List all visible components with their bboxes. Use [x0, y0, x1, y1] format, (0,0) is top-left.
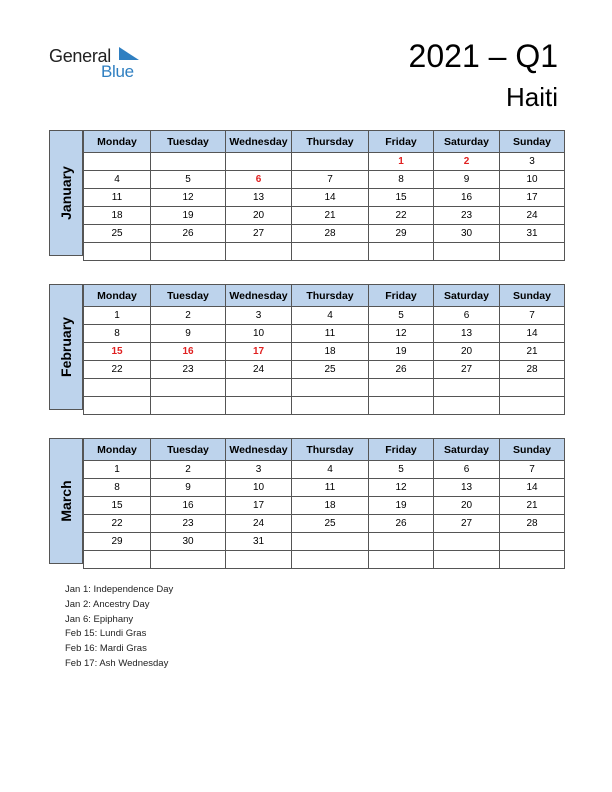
week-row: [84, 479, 565, 497]
day-cell: [226, 379, 292, 397]
day-cell: 27: [226, 225, 292, 243]
weekday-header: Wednesday: [226, 439, 292, 461]
week-row: [84, 307, 565, 325]
day-cell: [292, 551, 369, 569]
day-cell: 25: [292, 361, 369, 379]
day-cell: 1: [369, 153, 434, 171]
day-cell: 13: [434, 325, 500, 343]
day-cell: [500, 379, 565, 397]
day-cell: 22: [84, 361, 151, 379]
day-cell: 5: [151, 171, 226, 189]
weekday-header: Saturday: [434, 439, 500, 461]
day-cell: 22: [369, 207, 434, 225]
day-cell: 24: [226, 361, 292, 379]
day-cell: 15: [84, 497, 151, 515]
weekday-header: Monday: [84, 439, 151, 461]
day-cell: 28: [500, 361, 565, 379]
day-cell: 12: [151, 189, 226, 207]
weekday-header: Monday: [84, 131, 151, 153]
holiday-list-item: Jan 6: Epiphany: [65, 613, 134, 625]
holiday-list-item: Feb 17: Ash Wednesday: [65, 657, 169, 669]
day-cell: 28: [500, 515, 565, 533]
day-cell: 26: [369, 361, 434, 379]
week-row: [84, 343, 565, 361]
day-cell: 10: [226, 479, 292, 497]
day-cell: 18: [292, 497, 369, 515]
day-cell: 12: [369, 479, 434, 497]
day-cell: 23: [151, 361, 226, 379]
week-row: [84, 171, 565, 189]
weekday-header: Saturday: [434, 131, 500, 153]
month-table: [83, 438, 565, 569]
day-cell: [369, 533, 434, 551]
day-cell: [151, 153, 226, 171]
day-cell: [226, 153, 292, 171]
day-cell: [369, 397, 434, 415]
day-cell: 24: [500, 207, 565, 225]
week-row: [84, 397, 565, 415]
day-cell: 2: [151, 307, 226, 325]
weekday-header: Friday: [369, 285, 434, 307]
day-cell: [226, 551, 292, 569]
day-cell: 11: [292, 479, 369, 497]
holiday-list-item: Jan 2: Ancestry Day: [65, 598, 150, 610]
month-block-january: [49, 130, 564, 256]
day-cell: [292, 379, 369, 397]
day-cell: 6: [434, 307, 500, 325]
month-label: February: [58, 317, 74, 377]
day-cell: 20: [226, 207, 292, 225]
day-cell: 16: [151, 343, 226, 361]
weekday-header: Tuesday: [151, 285, 226, 307]
page-title: 2021 – Q1: [408, 38, 558, 74]
weekday-header-row: [84, 285, 565, 307]
week-row: [84, 515, 565, 533]
month-table: [83, 130, 565, 261]
day-cell: 1: [84, 461, 151, 479]
week-row: [84, 207, 565, 225]
day-cell: 15: [84, 343, 151, 361]
day-cell: 8: [369, 171, 434, 189]
week-row: [84, 243, 565, 261]
day-cell: [151, 397, 226, 415]
day-cell: 18: [292, 343, 369, 361]
logo-triangle-icon: [119, 47, 139, 60]
day-cell: 15: [369, 189, 434, 207]
day-cell: 30: [151, 533, 226, 551]
weekday-header: Tuesday: [151, 131, 226, 153]
day-cell: 10: [226, 325, 292, 343]
month-table: [83, 284, 565, 415]
day-cell: 3: [226, 461, 292, 479]
day-cell: 21: [500, 497, 565, 515]
day-cell: 23: [434, 207, 500, 225]
day-cell: [292, 533, 369, 551]
day-cell: [500, 533, 565, 551]
day-cell: 2: [434, 153, 500, 171]
day-cell: 19: [151, 207, 226, 225]
day-cell: 3: [226, 307, 292, 325]
day-cell: 21: [500, 343, 565, 361]
day-cell: 16: [151, 497, 226, 515]
day-cell: [84, 379, 151, 397]
day-cell: [434, 533, 500, 551]
day-cell: [369, 551, 434, 569]
day-cell: 17: [500, 189, 565, 207]
day-cell: 8: [84, 479, 151, 497]
day-cell: 28: [292, 225, 369, 243]
weekday-header: Thursday: [292, 439, 369, 461]
day-cell: 25: [84, 225, 151, 243]
day-cell: [434, 551, 500, 569]
day-cell: 6: [226, 171, 292, 189]
week-row: [84, 497, 565, 515]
day-cell: 20: [434, 497, 500, 515]
day-cell: 9: [151, 479, 226, 497]
week-row: [84, 325, 565, 343]
day-cell: [84, 153, 151, 171]
day-cell: [500, 243, 565, 261]
weekday-header: Sunday: [500, 285, 565, 307]
day-cell: 14: [500, 325, 565, 343]
day-cell: 19: [369, 497, 434, 515]
weekday-header: Tuesday: [151, 439, 226, 461]
day-cell: 26: [151, 225, 226, 243]
logo-general-text: General: [49, 46, 111, 66]
day-cell: 27: [434, 515, 500, 533]
weekday-header-row: [84, 131, 565, 153]
month-label: March: [58, 480, 74, 522]
month-label: January: [58, 166, 74, 220]
day-cell: 29: [84, 533, 151, 551]
weekday-header-row: [84, 439, 565, 461]
day-cell: 25: [292, 515, 369, 533]
week-row: [84, 551, 565, 569]
weekday-header: Saturday: [434, 285, 500, 307]
day-cell: 11: [84, 189, 151, 207]
day-cell: [500, 551, 565, 569]
day-cell: 4: [84, 171, 151, 189]
week-row: [84, 189, 565, 207]
day-cell: 5: [369, 307, 434, 325]
weekday-header: Monday: [84, 285, 151, 307]
day-cell: 4: [292, 461, 369, 479]
day-cell: [434, 397, 500, 415]
day-cell: 11: [292, 325, 369, 343]
day-cell: 14: [292, 189, 369, 207]
day-cell: 21: [292, 207, 369, 225]
day-cell: [151, 243, 226, 261]
week-row: [84, 379, 565, 397]
day-cell: [151, 379, 226, 397]
day-cell: [434, 379, 500, 397]
weekday-header: Friday: [369, 131, 434, 153]
day-cell: 29: [369, 225, 434, 243]
day-cell: 17: [226, 343, 292, 361]
day-cell: 2: [151, 461, 226, 479]
holiday-list: [65, 583, 173, 672]
holiday-list-item: Feb 15: Lundi Gras: [65, 628, 147, 640]
generalblue-logo: [49, 44, 149, 84]
week-row: [84, 361, 565, 379]
weekday-header: Sunday: [500, 131, 565, 153]
day-cell: 13: [226, 189, 292, 207]
day-cell: [84, 243, 151, 261]
day-cell: 17: [226, 497, 292, 515]
day-cell: 16: [434, 189, 500, 207]
logo-blue-text: Blue: [101, 62, 134, 81]
day-cell: 4: [292, 307, 369, 325]
weekday-header: Wednesday: [226, 285, 292, 307]
weekday-header: Friday: [369, 439, 434, 461]
day-cell: [369, 379, 434, 397]
day-cell: [151, 551, 226, 569]
day-cell: [500, 397, 565, 415]
day-cell: 12: [369, 325, 434, 343]
month-label-column: [49, 438, 83, 564]
day-cell: 14: [500, 479, 565, 497]
day-cell: 9: [151, 325, 226, 343]
weekday-header: Sunday: [500, 439, 565, 461]
holiday-list-item: Jan 1: Independence Day: [65, 584, 174, 595]
week-row: [84, 153, 565, 171]
day-cell: [226, 243, 292, 261]
week-row: [84, 533, 565, 551]
day-cell: 27: [434, 361, 500, 379]
day-cell: 8: [84, 325, 151, 343]
month-label-column: [49, 284, 83, 410]
day-cell: 7: [500, 307, 565, 325]
day-cell: 13: [434, 479, 500, 497]
day-cell: [292, 153, 369, 171]
month-block-february: [49, 284, 564, 410]
day-cell: [434, 243, 500, 261]
day-cell: 9: [434, 171, 500, 189]
day-cell: [226, 397, 292, 415]
day-cell: 24: [226, 515, 292, 533]
day-cell: [84, 551, 151, 569]
day-cell: 5: [369, 461, 434, 479]
day-cell: 18: [84, 207, 151, 225]
month-label-column: [49, 130, 83, 256]
day-cell: 20: [434, 343, 500, 361]
day-cell: [369, 243, 434, 261]
weekday-header: Wednesday: [226, 131, 292, 153]
day-cell: 26: [369, 515, 434, 533]
day-cell: 10: [500, 171, 565, 189]
day-cell: 19: [369, 343, 434, 361]
holiday-list-item: Feb 16: Mardi Gras: [65, 643, 147, 655]
weekday-header: Thursday: [292, 131, 369, 153]
country-name: Haiti: [505, 82, 558, 112]
weekday-header: Thursday: [292, 285, 369, 307]
day-cell: 3: [500, 153, 565, 171]
day-cell: 23: [151, 515, 226, 533]
day-cell: 31: [500, 225, 565, 243]
month-block-march: [49, 438, 564, 564]
day-cell: [84, 397, 151, 415]
day-cell: 1: [84, 307, 151, 325]
day-cell: 31: [226, 533, 292, 551]
week-row: [84, 461, 565, 479]
day-cell: 6: [434, 461, 500, 479]
day-cell: 7: [292, 171, 369, 189]
day-cell: [292, 243, 369, 261]
day-cell: 7: [500, 461, 565, 479]
week-row: [84, 225, 565, 243]
day-cell: [292, 397, 369, 415]
day-cell: 22: [84, 515, 151, 533]
day-cell: 30: [434, 225, 500, 243]
